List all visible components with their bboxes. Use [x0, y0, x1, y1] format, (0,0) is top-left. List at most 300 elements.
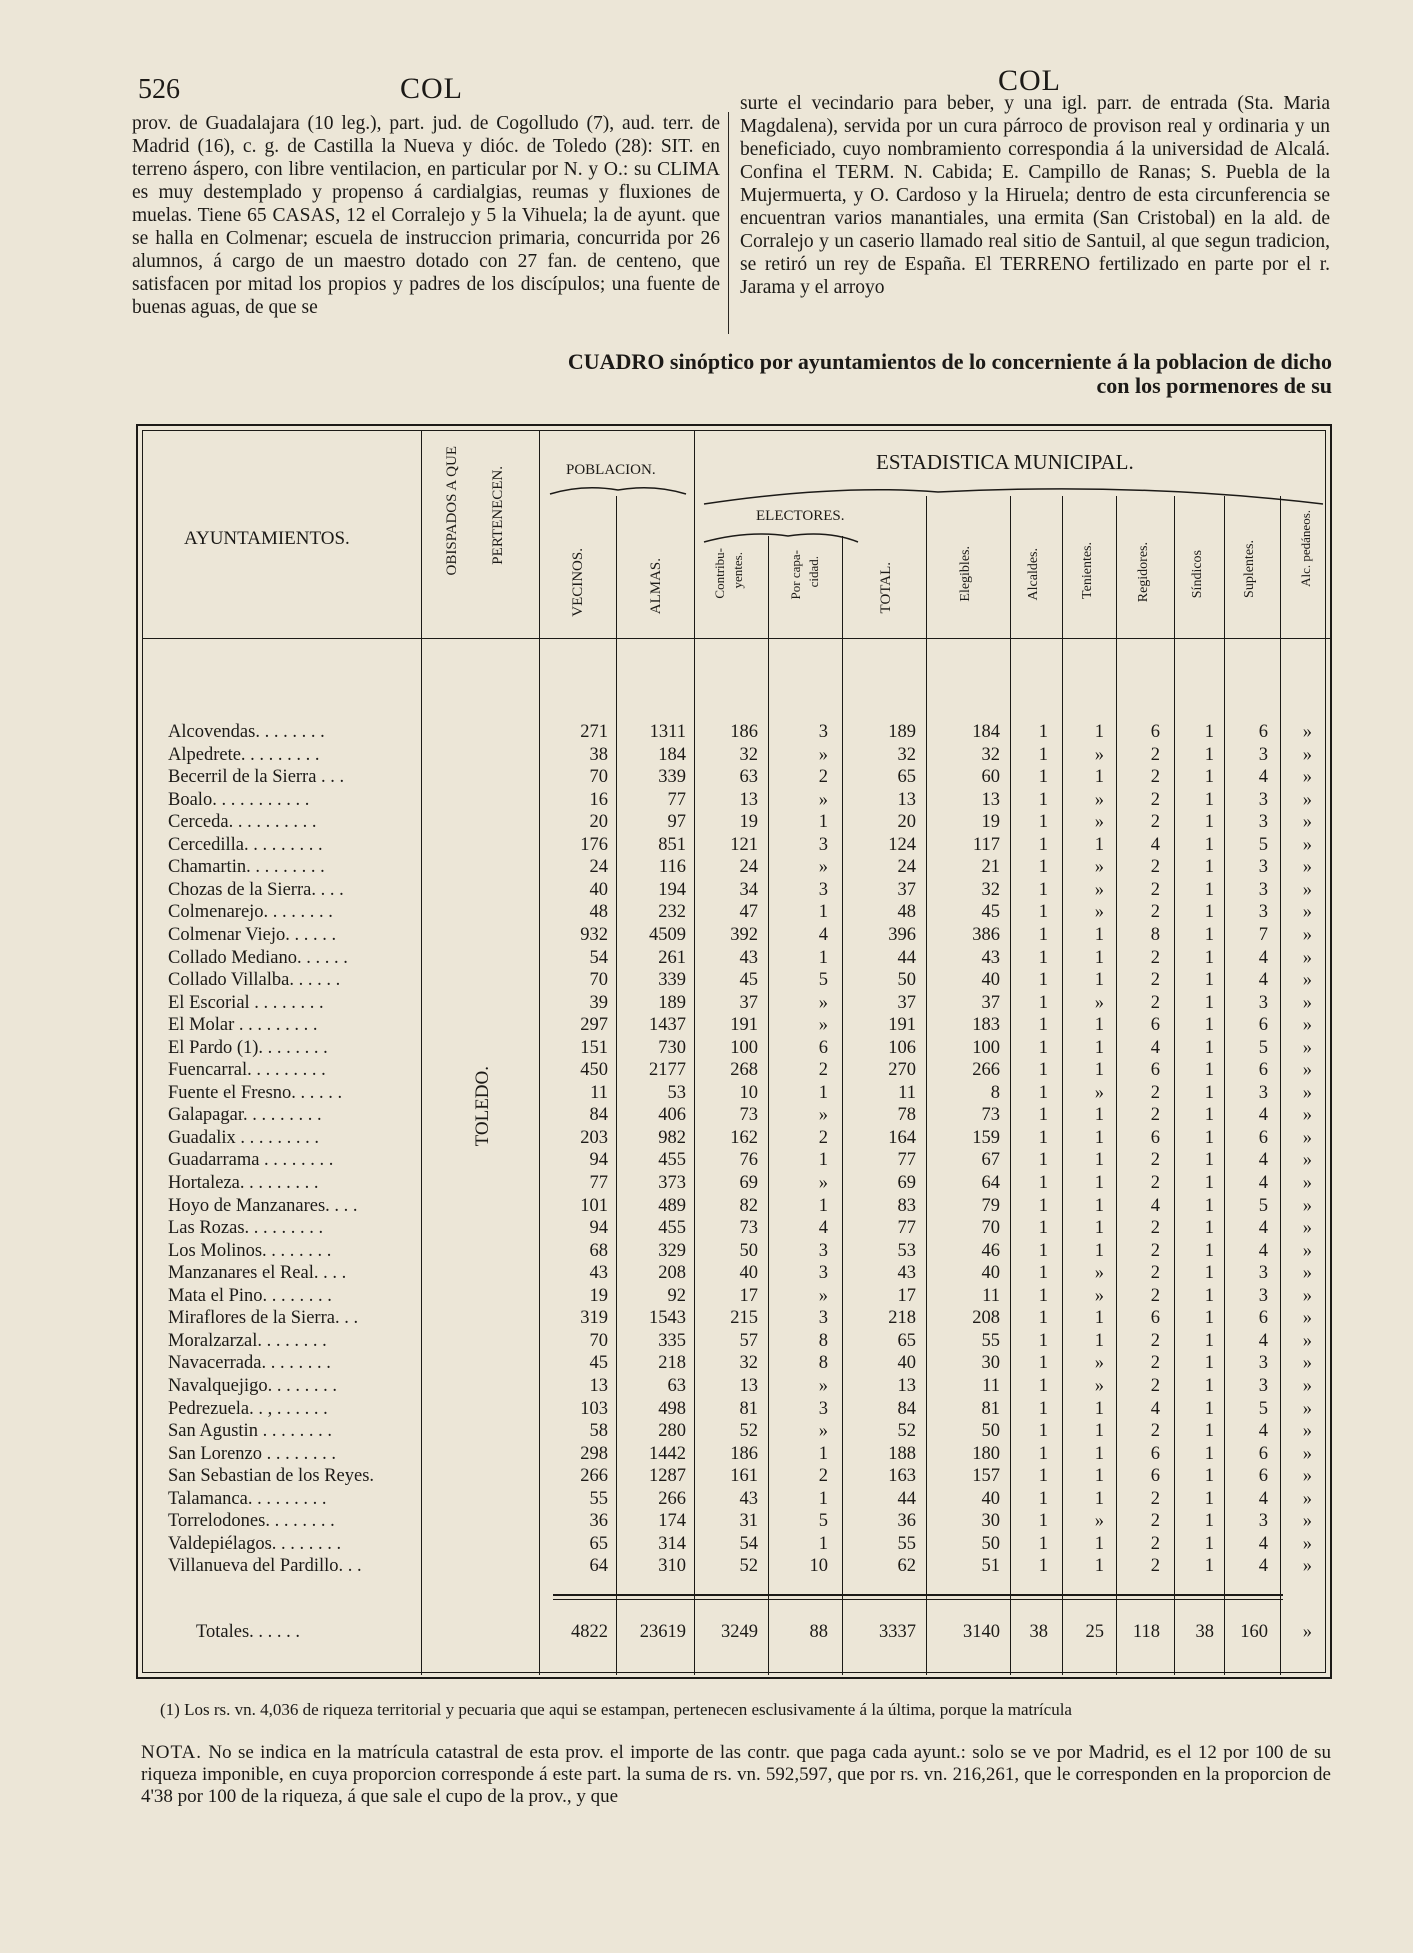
row-cell: 10: [739, 1082, 758, 1103]
row-cell: 1: [1038, 767, 1048, 788]
row-cell: 2: [1150, 789, 1160, 810]
row-cell: 2: [1150, 947, 1160, 968]
row-cell: 450: [580, 1060, 608, 1081]
row-cell: 50: [739, 1240, 758, 1261]
row-cell: 4: [1258, 1330, 1268, 1351]
row-cell: 64: [981, 1173, 1000, 1193]
row-cell: 6: [1258, 1308, 1268, 1329]
row-cell: 36: [589, 1511, 608, 1532]
row-cell: 189: [658, 992, 686, 1013]
row-cell: 455: [658, 1218, 686, 1239]
row-cell: 32: [739, 1353, 758, 1374]
totals-rule: [553, 1599, 1283, 1600]
row-cell: 1: [1204, 812, 1214, 833]
row-cell: 40: [981, 1488, 1000, 1509]
row-cell: 1: [1204, 857, 1214, 878]
table-row: [138, 835, 1334, 858]
row-cell: 268: [730, 1060, 758, 1081]
row-cell: 3: [1258, 744, 1268, 765]
row-name: Alpedrete. . . . . . . . .: [168, 744, 320, 765]
row-cell: »: [1302, 1398, 1312, 1419]
row-cell: 1: [1204, 744, 1214, 765]
row-cell: 1: [1038, 1443, 1048, 1464]
row-cell: 82: [739, 1195, 758, 1216]
row-cell: 43: [589, 1263, 608, 1284]
row-cell: 1: [1204, 1037, 1214, 1058]
row-cell: 4: [1150, 1037, 1160, 1058]
row-cell: 4: [1258, 947, 1268, 968]
row-cell: »: [1302, 744, 1312, 765]
row-cell: 1: [1204, 1127, 1214, 1148]
row-cell: »: [1302, 1105, 1312, 1126]
row-cell: 3: [818, 1308, 828, 1329]
row-cell: 5: [1258, 834, 1268, 855]
row-cell: 1: [1038, 1195, 1048, 1216]
row-cell: 17: [897, 1285, 916, 1306]
row-cell: 64: [589, 1556, 608, 1577]
row-name: Colmenarejo. . . . . . . .: [168, 902, 333, 923]
row-cell: 1: [1204, 947, 1214, 968]
row-name: Alcovendas. . . . . . . .: [168, 722, 325, 742]
table-row: [138, 925, 1334, 948]
row-cell: »: [1094, 857, 1104, 878]
row-cell: 1: [1038, 1218, 1048, 1239]
header-electores: ELECTORES.: [756, 508, 845, 524]
row-cell: 55: [981, 1330, 1000, 1351]
row-cell: 159: [972, 1127, 1000, 1148]
row-cell: »: [1302, 1285, 1312, 1306]
row-cell: 43: [897, 1263, 916, 1284]
table-row: [138, 767, 1334, 790]
table-row: [138, 880, 1334, 903]
table-row: [138, 1083, 1334, 1106]
row-cell: 124: [888, 834, 916, 855]
row-cell: 2: [1150, 1218, 1160, 1239]
row-cell: 1: [1204, 1398, 1214, 1419]
row-cell: 43: [739, 1488, 758, 1509]
row-cell: 1: [1094, 722, 1104, 742]
row-cell: 1: [1094, 1173, 1104, 1193]
row-cell: 94: [589, 1150, 608, 1171]
header-braces: [138, 426, 1334, 546]
row-cell: 4: [1150, 834, 1160, 855]
row-cell: 1: [1204, 722, 1214, 742]
row-cell: 24: [739, 857, 758, 878]
row-cell: 116: [658, 857, 686, 878]
row-cell: 65: [897, 1330, 916, 1351]
row-cell: 100: [730, 1037, 758, 1058]
row-cell: 1: [1094, 767, 1104, 788]
row-cell: 1: [818, 1082, 828, 1103]
row-cell: 1: [1038, 1263, 1048, 1284]
row-cell: 3: [1258, 857, 1268, 878]
row-cell: 4: [1258, 1488, 1268, 1509]
row-cell: »: [818, 1421, 828, 1442]
row-cell: 3: [818, 1240, 828, 1261]
row-cell: 11: [590, 1082, 608, 1103]
row-cell: »: [1302, 1533, 1312, 1554]
row-name: Cercedilla. . . . . . . . .: [168, 834, 323, 855]
row-cell: 310: [658, 1556, 686, 1577]
row-cell: 157: [972, 1466, 1000, 1487]
row-cell: 1: [1204, 1308, 1214, 1329]
totals-cell: »: [1302, 1622, 1312, 1642]
row-cell: 62: [897, 1556, 916, 1577]
totals-cell: 3337: [879, 1622, 916, 1642]
row-cell: 1: [1204, 1556, 1214, 1577]
row-cell: 24: [897, 857, 916, 878]
row-cell: 103: [580, 1398, 608, 1419]
row-cell: 730: [658, 1037, 686, 1058]
row-cell: 392: [730, 924, 758, 945]
row-cell: 1: [1204, 1511, 1214, 1532]
row-cell: 174: [658, 1511, 686, 1532]
row-cell: 1: [1204, 789, 1214, 810]
row-cell: 194: [658, 879, 686, 900]
row-cell: 266: [658, 1488, 686, 1509]
header-capacidad: Por capa-: [788, 550, 803, 600]
row-cell: 1: [1204, 924, 1214, 945]
row-name: Los Molinos. . . . . . . .: [168, 1240, 332, 1261]
row-cell: »: [818, 857, 828, 878]
row-name: Colmenar Viejo. . . . . .: [168, 924, 337, 945]
totals-rule: [553, 1594, 1283, 1596]
row-cell: 2: [1150, 902, 1160, 923]
row-cell: 1: [1038, 1421, 1048, 1442]
row-cell: 1: [1204, 1285, 1214, 1306]
row-cell: 4: [1150, 1398, 1160, 1419]
row-cell: 2: [1150, 1105, 1160, 1126]
row-cell: 1: [1204, 970, 1214, 991]
row-cell: »: [1302, 1443, 1312, 1464]
row-cell: 1: [1204, 1150, 1214, 1171]
row-name: Boalo. . . . . . . . . . .: [168, 789, 310, 810]
row-cell: 1: [1094, 970, 1104, 991]
row-cell: 218: [888, 1308, 916, 1329]
table-row: [138, 1353, 1334, 1376]
header-total: TOTAL.: [878, 562, 894, 614]
row-cell: 851: [658, 834, 686, 855]
row-cell: 1: [1038, 1037, 1048, 1058]
row-cell: 1: [1038, 1060, 1048, 1081]
row-cell: 2: [818, 767, 828, 788]
row-cell: 70: [981, 1218, 1000, 1239]
row-cell: 4: [1258, 1421, 1268, 1442]
row-cell: 43: [739, 947, 758, 968]
row-cell: »: [1302, 902, 1312, 923]
row-cell: »: [1302, 879, 1312, 900]
row-cell: 30: [981, 1511, 1000, 1532]
row-name: Navacerrada. . . . . . . .: [168, 1353, 331, 1374]
row-cell: 1: [1094, 1330, 1104, 1351]
row-cell: 932: [580, 924, 608, 945]
row-name: San Agustin . . . . . . . .: [168, 1421, 332, 1442]
row-cell: 188: [888, 1443, 916, 1464]
row-cell: 1: [1038, 744, 1048, 765]
row-cell: 47: [739, 902, 758, 923]
row-cell: 1: [1204, 1263, 1214, 1284]
totals-cell: 38: [1029, 1622, 1048, 1642]
row-cell: »: [1094, 789, 1104, 810]
row-cell: 6: [1150, 1466, 1160, 1487]
row-name: Chozas de la Sierra. . . .: [168, 879, 344, 900]
row-name: San Lorenzo . . . . . . . .: [168, 1443, 337, 1464]
row-cell: 19: [739, 812, 758, 833]
row-cell: 20: [897, 812, 916, 833]
row-cell: »: [1302, 947, 1312, 968]
row-cell: 40: [897, 1353, 916, 1374]
row-cell: 3: [1258, 1375, 1268, 1396]
row-cell: 13: [589, 1375, 608, 1396]
table-row: [138, 1218, 1334, 1241]
row-cell: 40: [981, 970, 1000, 991]
row-cell: 339: [658, 970, 686, 991]
row-cell: »: [1094, 1353, 1104, 1374]
row-cell: 1: [1038, 1353, 1048, 1374]
row-cell: 982: [658, 1127, 686, 1148]
row-cell: 55: [897, 1533, 916, 1554]
header-poblacion: POBLACION.: [566, 462, 656, 478]
row-cell: 4: [1150, 1195, 1160, 1216]
row-cell: 1: [1204, 1105, 1214, 1126]
table-row: [138, 1444, 1334, 1467]
row-cell: 11: [898, 1082, 916, 1103]
nota-label: NOTA.: [141, 1742, 202, 1763]
totals-cell: 118: [1132, 1622, 1160, 1642]
row-cell: »: [1302, 1488, 1312, 1509]
row-cell: »: [1302, 1421, 1312, 1442]
row-name: Fuencarral. . . . . . . . .: [168, 1060, 326, 1081]
row-cell: 40: [589, 879, 608, 900]
row-name: Collado Mediano. . . . . .: [168, 947, 348, 968]
obispado-toledo: TOLEDO.: [472, 1066, 493, 1147]
row-cell: 2: [1150, 1240, 1160, 1261]
header-pedaneos: Alc. pedáneos.: [1298, 510, 1313, 587]
row-cell: »: [818, 1105, 828, 1126]
row-cell: »: [818, 1375, 828, 1396]
row-cell: 73: [981, 1105, 1000, 1126]
row-cell: 121: [730, 834, 758, 855]
row-cell: 335: [658, 1330, 686, 1351]
row-name: El Pardo (1). . . . . . . .: [168, 1037, 328, 1058]
row-cell: »: [1302, 970, 1312, 991]
row-cell: 1: [1204, 1375, 1214, 1396]
row-cell: 3: [1258, 1353, 1268, 1374]
row-cell: 1: [1204, 1443, 1214, 1464]
row-cell: 6: [1258, 1015, 1268, 1036]
row-cell: »: [1302, 1082, 1312, 1103]
row-cell: 81: [739, 1398, 758, 1419]
row-cell: 1: [1038, 1105, 1048, 1126]
row-cell: »: [818, 744, 828, 765]
row-cell: 54: [589, 947, 608, 968]
header-contribuyentes-2: yentes.: [730, 552, 745, 589]
header-estadistica: ESTADISTICA MUNICIPAL.: [876, 450, 1134, 474]
row-cell: 4: [1258, 767, 1268, 788]
row-cell: 1: [818, 1488, 828, 1509]
row-cell: 3: [818, 879, 828, 900]
row-cell: 32: [981, 744, 1000, 765]
row-cell: 184: [972, 722, 1000, 742]
table-row: [138, 1286, 1334, 1309]
row-cell: 6: [1150, 1443, 1160, 1464]
row-cell: »: [1302, 1015, 1312, 1036]
row-cell: 39: [589, 992, 608, 1013]
row-name: Navalquejigo. . . . . . . .: [168, 1375, 338, 1396]
row-cell: »: [1094, 744, 1104, 765]
row-cell: 2: [1150, 812, 1160, 833]
row-cell: 24: [589, 857, 608, 878]
row-name: San Sebastian de los Reyes.: [168, 1466, 375, 1487]
header-elegibles: Elegibles.: [958, 546, 973, 602]
row-cell: »: [1094, 1263, 1104, 1284]
footnote: (1) Los rs. vn. 4,036 de riqueza territorial y pecuaria que aqui se estampan, pertenecen esclusivamente á la última, porque la matrícula: [160, 1700, 1072, 1719]
row-cell: »: [1302, 812, 1312, 833]
row-cell: 1: [818, 1443, 828, 1464]
row-cell: 489: [658, 1195, 686, 1216]
row-cell: 1: [1038, 722, 1048, 742]
row-cell: 1: [1038, 857, 1048, 878]
row-cell: »: [1302, 722, 1312, 742]
row-cell: 19: [981, 812, 1000, 833]
row-name: Collado Villalba. . . . . .: [168, 970, 341, 991]
row-cell: 79: [981, 1195, 1000, 1216]
row-cell: »: [1302, 1173, 1312, 1193]
row-cell: 8: [818, 1353, 828, 1374]
row-cell: 1: [1094, 947, 1104, 968]
row-cell: 2: [1150, 857, 1160, 878]
table-title-line-1: CUADRO sinóptico por ayuntamientos de lo concerniente á la poblacion de dicho: [567, 349, 1332, 374]
table-row: [138, 1241, 1334, 1264]
row-cell: 97: [667, 812, 686, 833]
row-cell: 186: [730, 1443, 758, 1464]
row-cell: 4: [1258, 1105, 1268, 1126]
row-cell: 1: [1204, 1240, 1214, 1261]
row-cell: 73: [739, 1105, 758, 1126]
row-cell: 1: [1038, 1127, 1048, 1148]
row-cell: 3: [1258, 1511, 1268, 1532]
row-cell: 1: [1038, 992, 1048, 1013]
row-cell: 5: [818, 1511, 828, 1532]
row-cell: 1: [1204, 902, 1214, 923]
table-row: [138, 1399, 1334, 1422]
row-cell: 5: [1258, 1037, 1268, 1058]
row-cell: 208: [972, 1308, 1000, 1329]
row-cell: 1: [1204, 1330, 1214, 1351]
row-cell: 1: [1038, 1556, 1048, 1577]
table-row: [138, 1489, 1334, 1512]
row-cell: 208: [658, 1263, 686, 1284]
header-capacidad-2: cidad.: [806, 556, 821, 588]
row-cell: 396: [888, 924, 916, 945]
row-name: Manzanares el Real. . . .: [168, 1263, 347, 1284]
row-cell: 3: [1258, 1285, 1268, 1306]
nota-text: No se indica en la matrícula catastral de esta prov. el importe de las contr. que paga cada ayunt.: solo se ve por Madrid, es el 12 por 100 de su riqueza imponible, en cuya proporcion corresponde á este part. la suma de rs. vn. 592,597, que por rs. vn. 216,261, que le corresponden en la proporcion de 4'38 por 100 de la riqueza, á que sale el cupo de la prov., y que: [141, 1742, 1332, 1807]
row-cell: »: [818, 1173, 828, 1193]
row-cell: 1: [1038, 902, 1048, 923]
row-cell: 1: [1094, 1218, 1104, 1239]
row-cell: 2: [1150, 1421, 1160, 1442]
row-cell: 1: [1038, 834, 1048, 855]
row-cell: 63: [667, 1375, 686, 1396]
row-cell: 261: [658, 947, 686, 968]
row-cell: 2: [1150, 1375, 1160, 1396]
row-cell: 3: [1258, 902, 1268, 923]
row-cell: 34: [739, 879, 758, 900]
row-cell: »: [1094, 902, 1104, 923]
row-cell: 1: [1038, 970, 1048, 991]
row-name: Mata el Pino. . . . . . . .: [168, 1285, 332, 1306]
row-cell: 2: [1150, 1353, 1160, 1374]
row-cell: 1: [1038, 1082, 1048, 1103]
row-cell: 4: [1258, 970, 1268, 991]
row-cell: 2: [1150, 1082, 1160, 1103]
table-row: [138, 1196, 1334, 1219]
row-cell: 1: [1204, 1060, 1214, 1081]
row-cell: 52: [739, 1556, 758, 1577]
row-cell: 70: [589, 767, 608, 788]
row-cell: »: [1302, 1466, 1312, 1487]
row-cell: 1437: [649, 1015, 686, 1036]
row-cell: 38: [589, 744, 608, 765]
row-cell: »: [818, 1015, 828, 1036]
row-cell: 1: [1094, 924, 1104, 945]
row-cell: 218: [658, 1353, 686, 1374]
row-cell: 32: [981, 879, 1000, 900]
row-cell: 52: [897, 1421, 916, 1442]
row-cell: 1: [1204, 1015, 1214, 1036]
row-cell: 2: [1150, 1263, 1160, 1284]
row-cell: »: [1302, 1511, 1312, 1532]
row-name: Hortaleza. . . . . . . . .: [168, 1173, 319, 1193]
row-cell: 339: [658, 767, 686, 788]
row-cell: 1311: [649, 722, 686, 742]
row-cell: 2: [1150, 1285, 1160, 1306]
row-cell: »: [1094, 1082, 1104, 1103]
row-cell: 2: [1150, 1173, 1160, 1193]
row-cell: 298: [580, 1443, 608, 1464]
row-cell: 180: [972, 1443, 1000, 1464]
row-cell: 30: [981, 1353, 1000, 1374]
row-cell: »: [1094, 812, 1104, 833]
row-cell: »: [818, 1285, 828, 1306]
row-cell: 117: [972, 834, 1000, 855]
table-row: [138, 1105, 1334, 1128]
row-cell: 186: [730, 722, 758, 742]
row-name: Guadalix . . . . . . . . .: [168, 1127, 320, 1148]
page-number: 526: [138, 74, 180, 105]
table-row: [138, 745, 1334, 768]
row-cell: 4: [818, 1218, 828, 1239]
row-cell: 1: [1094, 1127, 1104, 1148]
row-cell: 8: [1150, 924, 1160, 945]
table-row: [138, 722, 1334, 745]
row-cell: 17: [739, 1285, 758, 1306]
row-cell: 100: [972, 1037, 1000, 1058]
row-cell: 6: [1258, 722, 1268, 742]
row-cell: 1: [1094, 1060, 1104, 1081]
row-cell: 2: [818, 1060, 828, 1081]
row-name: Miraflores de la Sierra. . .: [168, 1308, 359, 1329]
row-cell: 1: [1038, 1240, 1048, 1261]
row-cell: 65: [589, 1533, 608, 1554]
row-cell: 6: [1150, 1308, 1160, 1329]
running-header-left: COL: [400, 72, 463, 105]
row-cell: 70: [589, 970, 608, 991]
row-cell: 2177: [649, 1060, 686, 1081]
row-cell: 2: [1150, 1488, 1160, 1509]
row-name: El Molar . . . . . . . . .: [168, 1015, 318, 1036]
